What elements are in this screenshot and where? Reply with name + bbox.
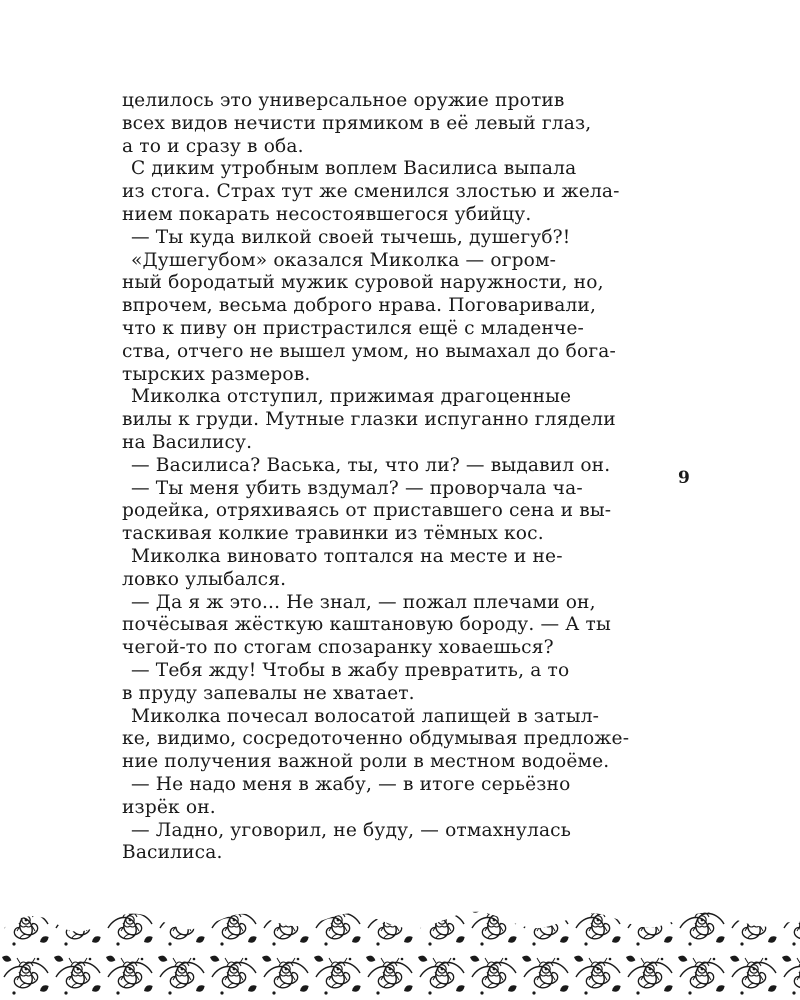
text-line: ный бородатый мужик суровой наружности, но, [122, 272, 604, 294]
floral-ornament-border [0, 902, 800, 1000]
text-line: «Душегубом» оказался Миколка — огром- [131, 249, 557, 271]
text-line: вилы к груди. Мутные глазки испуганно глядели [122, 409, 616, 431]
text-line: почёсывая жёсткую каштановую бороду. — А ты [122, 614, 611, 636]
text-line: из стога. Страх тут же сменился злостью и жела- [122, 181, 620, 203]
text-line: ние получения важной роли в местном водоёме. [122, 751, 610, 773]
text-line: — Не надо меня в жабу, — в итоге серьёзно [131, 773, 571, 795]
text-line: Василиса. [122, 842, 223, 864]
text-line: впрочем, весьма доброго нрава. Поговаривали, [122, 295, 597, 317]
text-line: нием покарать несостоявшегося убийцу. [122, 203, 532, 225]
text-line: — Тебя жду! Чтобы в жабу превратить, а то [131, 659, 570, 681]
text-line: — Ты куда вилкой своей тычешь, душегуб?! [131, 226, 571, 248]
text-line: что к пиву он пристрастился ещё с младенче- [122, 317, 584, 339]
text-line: — Василиса? Васька, ты, что ли? — выдавил он. [131, 454, 611, 476]
text-line: — Ты меня убить вздумал? — проворчала ча- [131, 477, 583, 499]
text-line: — Да я ж это... Не знал, — пожал плечами он, [131, 591, 596, 613]
text-line: тырских размеров. [122, 363, 311, 385]
text-line: ства, отчего не вышел умом, но вымахал до бога- [122, 340, 616, 362]
text-line: целилось это универсальное оружие против [122, 90, 565, 111]
text-line: ловко улыбался. [122, 568, 287, 590]
text-line: чегой-то по стогам спозаранку ховаешься? [122, 637, 554, 659]
text-line: С диким утробным воплем Василиса выпала [131, 158, 577, 180]
body-text [122, 90, 646, 865]
page-number: 9 [678, 468, 690, 488]
text-line: всех видов нечисти прямиком в её левый глаз, [122, 112, 592, 134]
text-line: Миколка виновато топтался на месте и не- [131, 545, 563, 567]
text-line: Миколка отступил, прижимая драгоценные [131, 386, 572, 408]
text-line: изрёк он. [122, 796, 216, 818]
text-line: — Ладно, уговорил, не буду, — отмахнулась [131, 819, 572, 841]
text-line: в пруду запевалы не хватает. [122, 682, 415, 704]
text-line: на Василису. [122, 431, 253, 453]
text-line: Миколка почесал волосатой лапищей в затыл- [131, 705, 600, 727]
text-line: таскивая колкие травинки из тёмных кос. [122, 523, 544, 545]
text-line: а то и сразу в оба. [122, 135, 304, 157]
text-line: ке, видимо, сосредоточенно обдумывая предложе- [122, 728, 630, 750]
text-line: родейка, отряхиваясь от приставшего сена и вы- [122, 500, 612, 522]
